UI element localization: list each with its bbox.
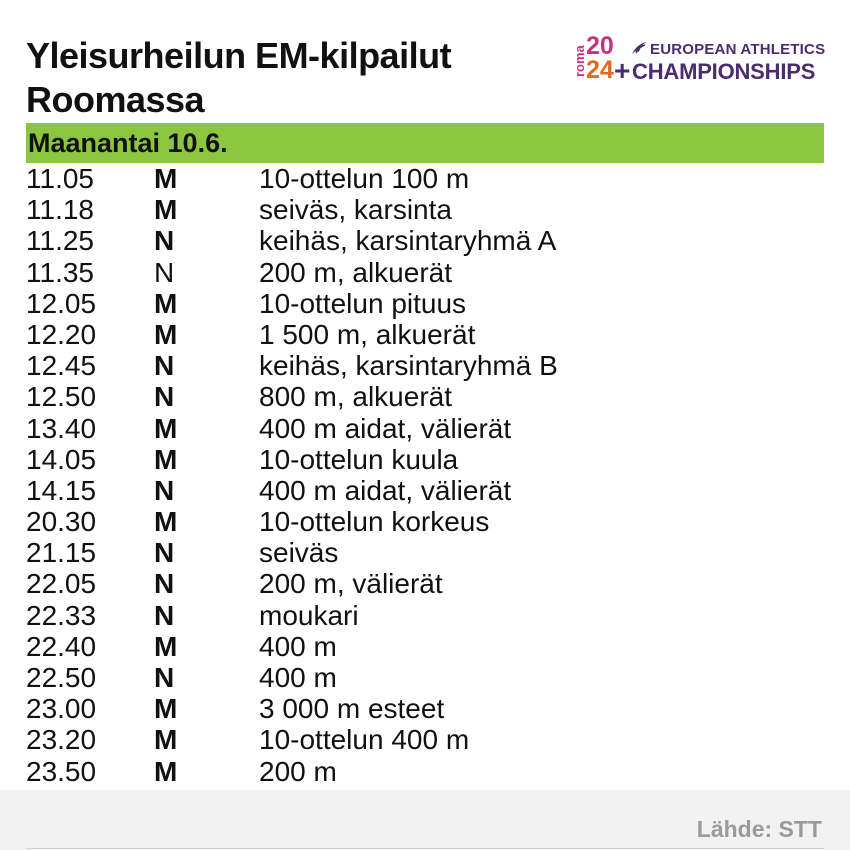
- logo-plus: +: [614, 55, 631, 86]
- logo-line1: EUROPEAN ATHLETICS: [650, 41, 826, 58]
- athletics-bird-icon: [630, 40, 648, 56]
- event-time: 13.40: [26, 412, 97, 444]
- event-gender: M: [154, 693, 178, 725]
- event-gender: M: [154, 318, 178, 350]
- logo-line2: CHAMPIONSHIPS: [632, 59, 816, 84]
- logo-year-bottom: 24: [586, 56, 614, 84]
- event-name: seiväs, karsinta: [259, 194, 452, 226]
- schedule-row: [26, 194, 824, 225]
- event-gender: M: [154, 412, 178, 444]
- schedule-row: [26, 288, 824, 319]
- event-time: 23.20: [26, 724, 97, 756]
- event-time: 23.50: [26, 755, 97, 787]
- event-gender: M: [154, 163, 178, 194]
- event-time: 12.05: [26, 287, 97, 319]
- event-gender: M: [154, 194, 178, 226]
- event-gender: M: [154, 443, 178, 475]
- event-time: 12.20: [26, 318, 97, 350]
- event-gender: N: [154, 662, 175, 693]
- schedule-row: [26, 350, 824, 381]
- event-name: 400 m: [259, 662, 337, 693]
- event-name: keihäs, karsintaryhmä B: [259, 350, 558, 382]
- event-time: 11.05: [26, 163, 94, 194]
- event-name: 400 m: [259, 630, 337, 662]
- event-name: 1 500 m, alkuerät: [259, 318, 476, 350]
- event-gender: N: [154, 474, 175, 506]
- footer-divider: [26, 848, 824, 849]
- page-title: Yleisurheilun EM-kilpailut Roomassa: [26, 35, 452, 120]
- schedule-row: [26, 506, 824, 537]
- event-gender: N: [154, 537, 175, 569]
- footer: [0, 790, 850, 850]
- day-header: [26, 123, 824, 163]
- event-time: 22.33: [26, 599, 97, 631]
- event-time: 22.50: [26, 662, 97, 693]
- event-name: keihäs, karsintaryhmä A: [259, 225, 557, 257]
- event-time: 20.30: [26, 506, 97, 538]
- schedule-row: [26, 319, 824, 350]
- event-name: 200 m, alkuerät: [259, 256, 452, 288]
- schedule-row: [26, 631, 824, 662]
- schedule-row: [26, 225, 824, 256]
- event-name: 10-ottelun pituus: [259, 287, 467, 319]
- event-name: 10-ottelun korkeus: [259, 506, 490, 538]
- event-name: 800 m, alkuerät: [259, 381, 452, 413]
- event-time: 21.15: [26, 537, 97, 569]
- event-name: 10-ottelun kuula: [259, 443, 459, 475]
- event-gender: N: [154, 381, 175, 413]
- event-time: 11.35: [26, 256, 94, 288]
- source-credit: Lähde: STT: [696, 816, 822, 842]
- event-gender: N: [154, 256, 175, 288]
- event-name: 10-ottelun 100 m: [259, 163, 470, 194]
- event-name: moukari: [259, 599, 359, 631]
- event-name: 200 m, välierät: [259, 568, 443, 600]
- event-name: 10-ottelun 400 m: [259, 724, 470, 756]
- schedule-row: [26, 163, 824, 194]
- schedule-row: [26, 475, 824, 506]
- event-time: 12.50: [26, 381, 97, 413]
- schedule-row: [26, 257, 824, 288]
- logo-year-top: 20: [586, 32, 614, 60]
- event-time: 11.18: [26, 194, 94, 226]
- european-athletics-championships-logo: [572, 34, 832, 86]
- event-time: 14.15: [26, 474, 97, 506]
- day-label: Maanantai 10.6.: [28, 128, 228, 158]
- event-gender: M: [154, 630, 178, 662]
- schedule-row: [26, 724, 824, 755]
- event-time: 22.05: [26, 568, 97, 600]
- event-time: 12.45: [26, 350, 97, 382]
- event-gender: M: [154, 724, 178, 756]
- event-name: 3 000 m esteet: [259, 693, 445, 725]
- event-gender: N: [154, 568, 175, 600]
- schedule-row: [26, 693, 824, 724]
- event-time: 11.25: [26, 225, 94, 257]
- event-gender: N: [154, 599, 175, 631]
- event-time: 23.00: [26, 693, 97, 725]
- schedule-row: [26, 537, 824, 568]
- event-name: 400 m aidat, välierät: [259, 412, 512, 444]
- event-name: 400 m aidat, välierät: [259, 474, 512, 506]
- event-gender: M: [154, 506, 178, 538]
- event-gender: M: [154, 755, 178, 787]
- event-name: 200 m: [259, 755, 337, 787]
- event-name: seiväs: [259, 537, 339, 569]
- schedule-row: [26, 568, 824, 599]
- schedule-row: [26, 413, 824, 444]
- schedule-row: [26, 756, 824, 787]
- event-gender: N: [154, 225, 175, 257]
- event-time: 14.05: [26, 443, 97, 475]
- schedule-row: [26, 662, 824, 693]
- schedule-list: [26, 163, 824, 787]
- schedule-row: [26, 444, 824, 475]
- logo-city: roma: [572, 45, 587, 77]
- event-gender: N: [154, 350, 175, 382]
- schedule-row: [26, 381, 824, 412]
- schedule-row: [26, 600, 824, 631]
- event-gender: M: [154, 287, 178, 319]
- event-time: 22.40: [26, 630, 97, 662]
